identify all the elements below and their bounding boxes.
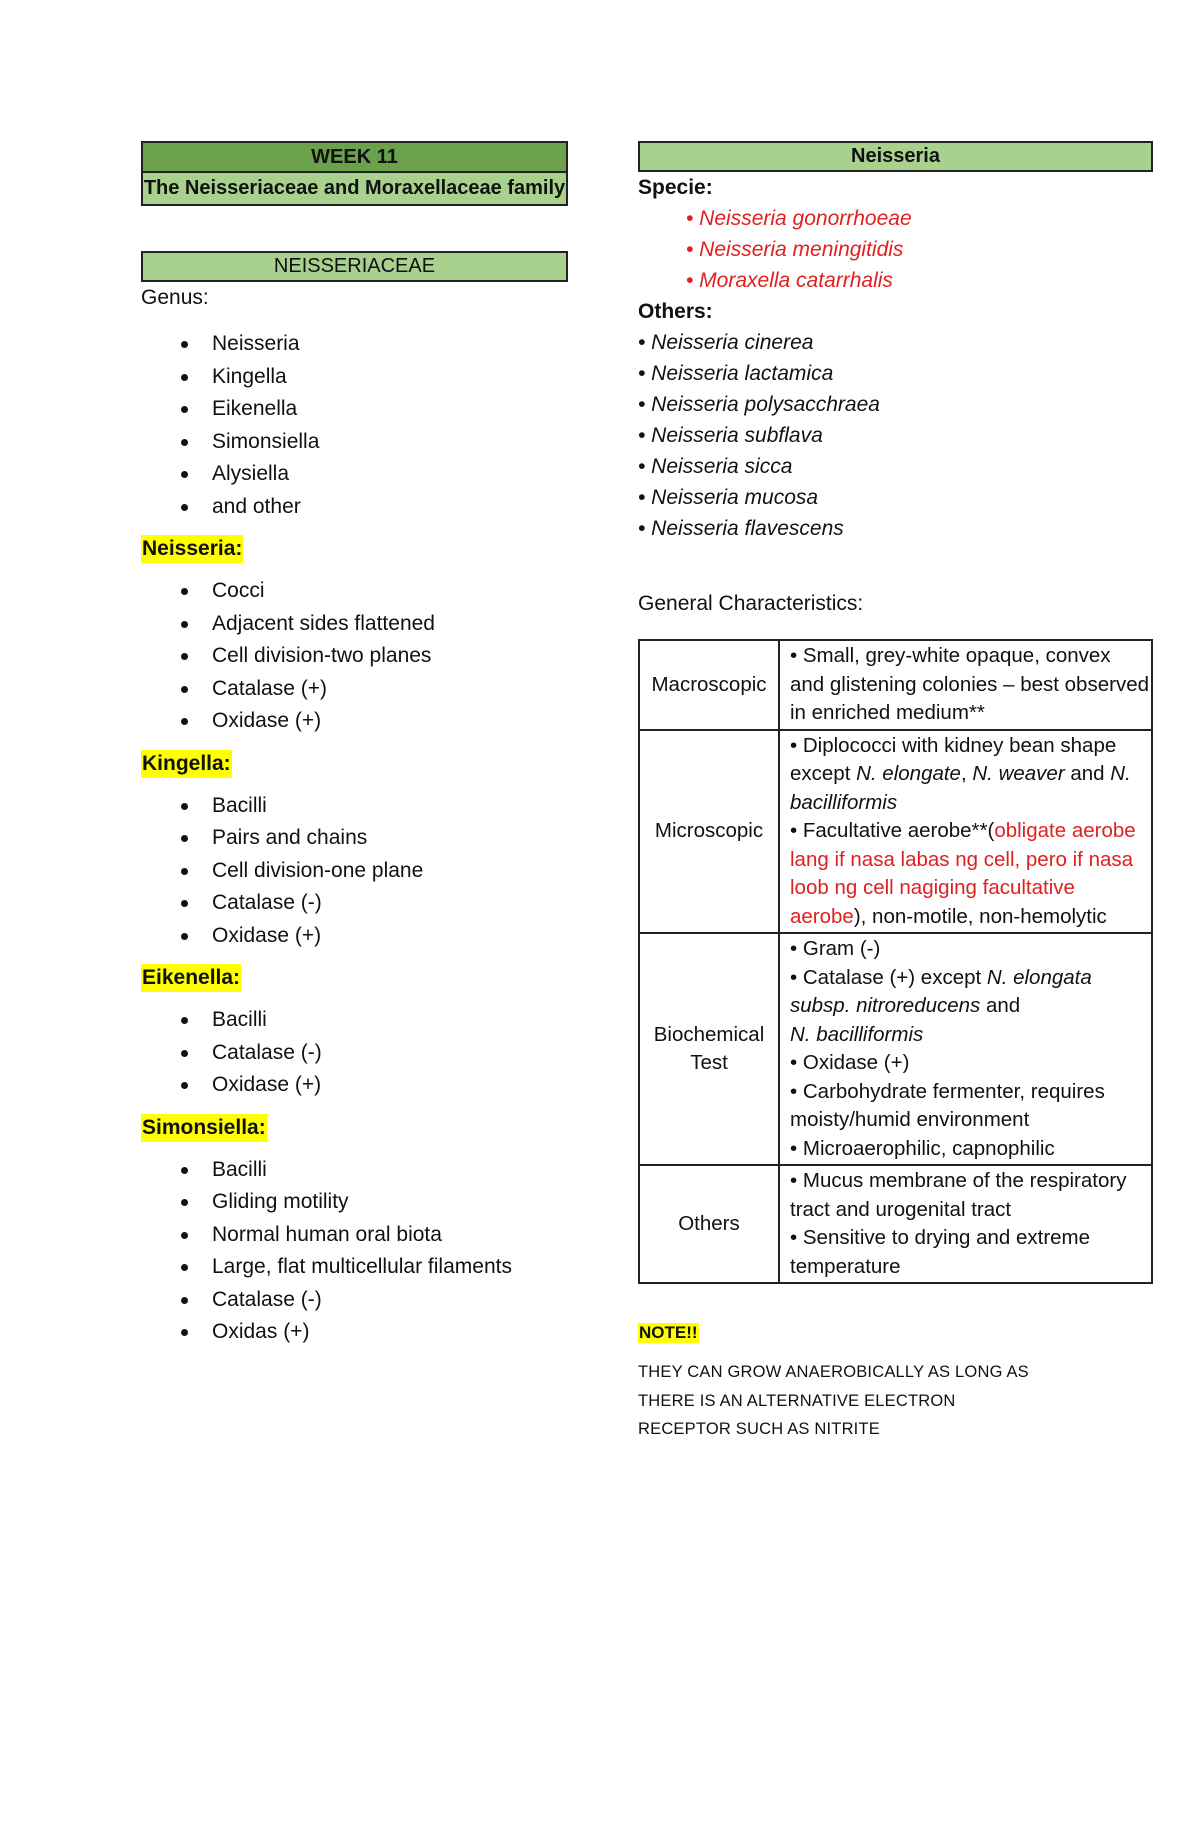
eikenella-list bbox=[141, 1004, 568, 1102]
other-item: • Neisseria sicca bbox=[638, 455, 793, 478]
other-item: • Neisseria lactamica bbox=[638, 362, 834, 385]
list-item: Simonsiella bbox=[141, 426, 568, 459]
list-item: Oxidase (+) bbox=[141, 1069, 568, 1102]
row-key-microscopic: Microscopic bbox=[639, 730, 779, 934]
kingella-list bbox=[141, 790, 568, 953]
row-value-biochemical: • Gram (-) • Catalase (+) except N. elongata subsp. nitroreducens and N. bacilliformis • Oxidase (+) • Carbohydrate fermenter, requires moisty/humid environment • Microaerophilic, capnophilic bbox=[779, 933, 1152, 1165]
list-item: Catalase (-) bbox=[141, 1284, 568, 1317]
simonsiella-list bbox=[141, 1154, 568, 1349]
row-value-others: • Mucus membrane of the respiratory tract and urogenital tract • Sensitive to drying and extreme temperature bbox=[779, 1165, 1152, 1283]
list-item: Oxidas (+) bbox=[141, 1316, 568, 1349]
neisseria-list bbox=[141, 575, 568, 738]
genus-label: Genus: bbox=[141, 286, 209, 309]
list-item: Bacilli bbox=[141, 790, 568, 823]
table-row bbox=[639, 1165, 1152, 1283]
note-label: NOTE!! bbox=[639, 1323, 698, 1342]
group-title-eikenella: Eikenella: bbox=[141, 964, 241, 992]
list-item: Large, flat multicellular filaments bbox=[141, 1251, 568, 1284]
other-item: • Neisseria cinerea bbox=[638, 331, 814, 354]
note-line: THEY CAN GROW ANAEROBICALLY AS LONG AS bbox=[638, 1363, 1029, 1381]
list-item: Normal human oral biota bbox=[141, 1219, 568, 1252]
note-line: THERE IS AN ALTERNATIVE ELECTRON bbox=[638, 1391, 956, 1410]
other-item: • Neisseria polysacchraea bbox=[638, 393, 880, 416]
section-title: NEISSERIACEAE bbox=[141, 251, 568, 282]
list-item: Kingella bbox=[141, 361, 568, 394]
list-item: Bacilli bbox=[141, 1004, 568, 1037]
other-item: • Neisseria flavescens bbox=[638, 517, 844, 540]
characteristics-table bbox=[638, 639, 1153, 1284]
list-item: Bacilli bbox=[141, 1154, 568, 1187]
list-item: Eikenella bbox=[141, 393, 568, 426]
list-item: and other bbox=[141, 491, 568, 524]
list-item: Cocci bbox=[141, 575, 568, 608]
row-value-macroscopic: • Small, grey-white opaque, convex and glistening colonies – best observed in enriched medium** bbox=[779, 640, 1152, 730]
list-item: Cell division-one plane bbox=[141, 855, 568, 888]
table-row bbox=[639, 933, 1152, 1165]
list-item: Catalase (-) bbox=[141, 1037, 568, 1070]
row-key-macroscopic: Macroscopic bbox=[639, 640, 779, 730]
week-title: WEEK 11 bbox=[141, 141, 568, 173]
row-value-microscopic: • Diplococci with kidney bean shape except N. elongate, N. weaver and N. bacilliformis • Facultative aerobe**(obligate aerobe lang if nasa labas ng cell, pero if nasa loob ng cell nagiging facultative aerobe), non-motile, non-hemolytic bbox=[779, 730, 1152, 934]
specie-item: • Moraxella catarrhalis bbox=[686, 269, 893, 292]
list-item: Alysiella bbox=[141, 458, 568, 491]
other-item: • Neisseria subflava bbox=[638, 424, 823, 447]
list-item: Catalase (+) bbox=[141, 673, 568, 706]
group-title-neisseria: Neisseria: bbox=[141, 535, 243, 563]
specie-label: Specie: bbox=[638, 176, 713, 199]
specie-item: • Neisseria gonorrhoeae bbox=[686, 207, 912, 230]
general-characteristics-label: General Characteristics: bbox=[638, 592, 864, 615]
left-column bbox=[141, 141, 568, 1349]
group-title-kingella: Kingella: bbox=[141, 750, 232, 778]
row-key-others: Others bbox=[639, 1165, 779, 1283]
list-item: Gliding motility bbox=[141, 1186, 568, 1219]
group-title-simonsiella: Simonsiella: bbox=[141, 1114, 267, 1142]
list-item: Adjacent sides flattened bbox=[141, 608, 568, 641]
other-item: • Neisseria mucosa bbox=[638, 486, 819, 509]
specie-item: • Neisseria meningitidis bbox=[686, 238, 904, 261]
neisseria-header: Neisseria bbox=[638, 141, 1153, 172]
table-row bbox=[639, 730, 1152, 934]
right-column bbox=[638, 141, 1153, 1444]
page-subtitle: The Neisseriaceae and Moraxellaceae family bbox=[141, 173, 568, 206]
genus-list bbox=[141, 328, 568, 523]
note-line: RECEPTOR SUCH AS NITRITE bbox=[638, 1420, 880, 1438]
list-item: Cell division-two planes bbox=[141, 640, 568, 673]
list-item: Pairs and chains bbox=[141, 822, 568, 855]
others-label: Others: bbox=[638, 300, 713, 323]
list-item: Oxidase (+) bbox=[141, 920, 568, 953]
table-row bbox=[639, 640, 1152, 730]
list-item: Catalase (-) bbox=[141, 887, 568, 920]
list-item: Neisseria bbox=[141, 328, 568, 361]
row-key-biochemical: Biochemical Test bbox=[639, 933, 779, 1165]
list-item: Oxidase (+) bbox=[141, 705, 568, 738]
